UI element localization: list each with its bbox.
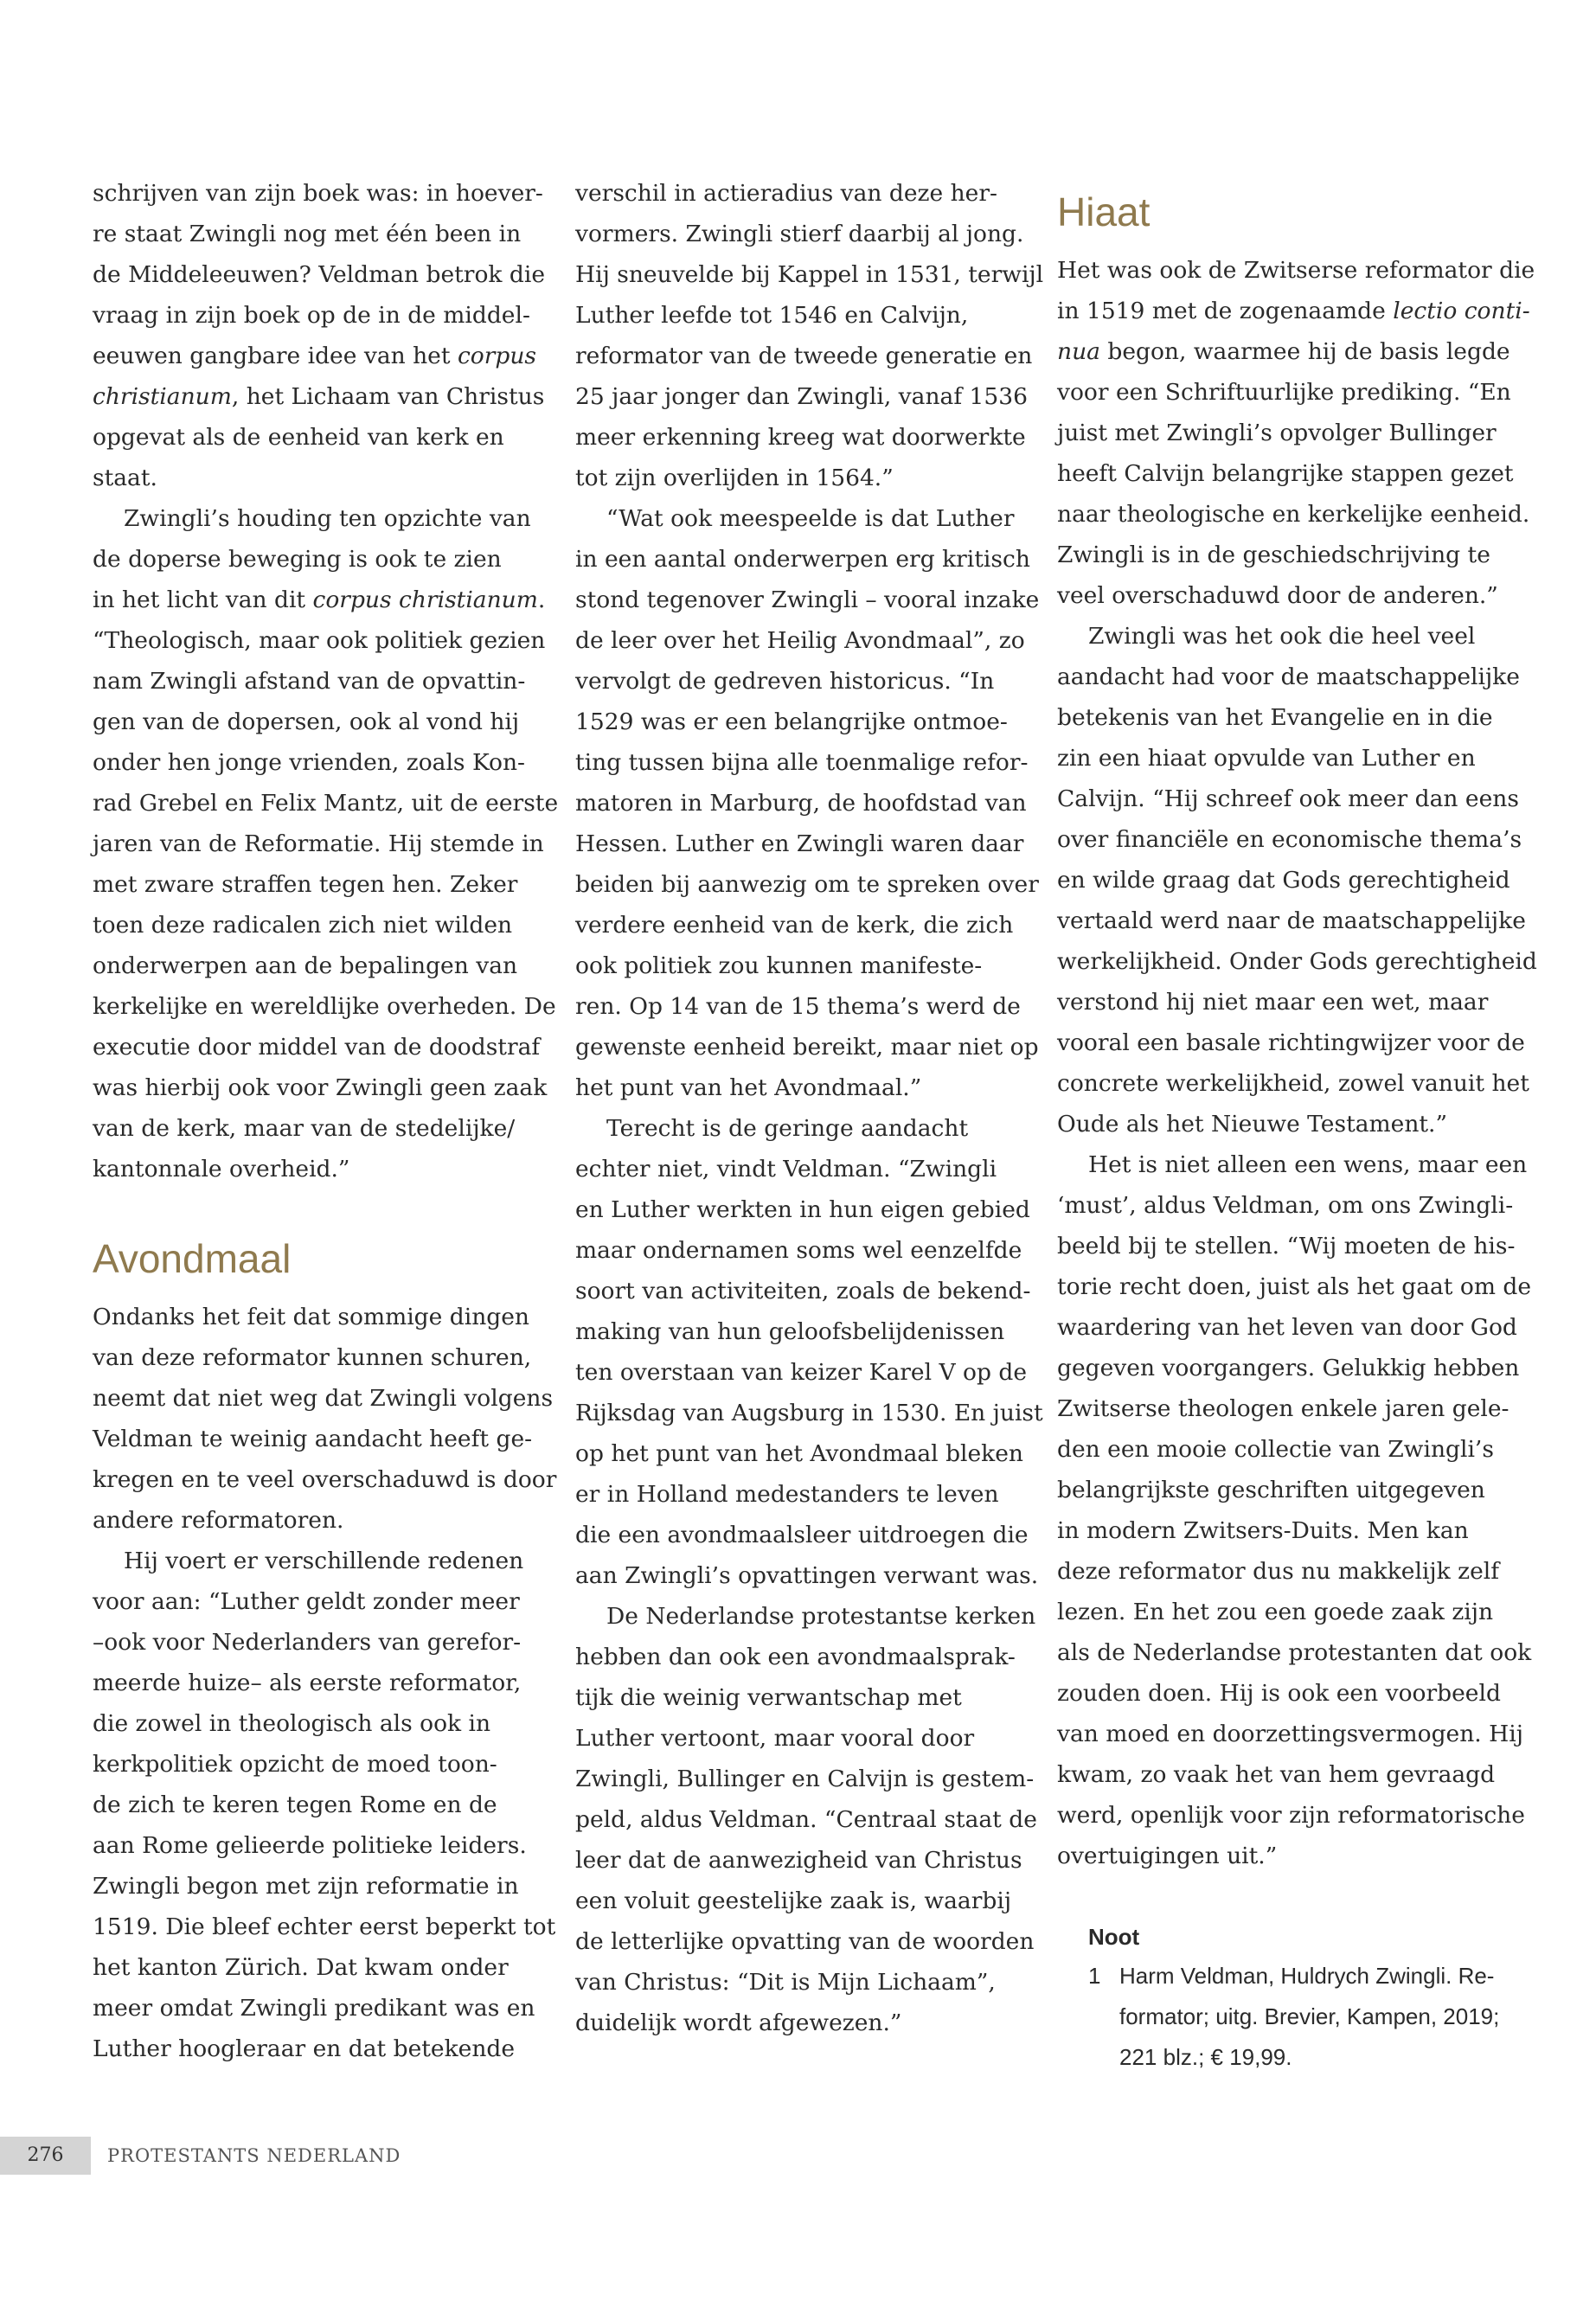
text-line: Rijksdag van Augsburg in 1530. En juist: [575, 1400, 1043, 1426]
text-run: in 1519 met de zogenaamde: [1057, 298, 1394, 324]
text-line: den een mooie collectie van Zwingli’s: [1057, 1436, 1494, 1463]
footnote-number: 1: [1088, 1963, 1101, 1989]
text-line: zin een hiaat opvulde van Luther en: [1057, 745, 1476, 772]
text-line: lezen. En het zou een goede zaak zijn: [1057, 1599, 1494, 1625]
text-line: vooral een basale richtingwijzer voor de: [1057, 1029, 1525, 1056]
text-line: verdere eenheid van de kerk, die zich: [575, 912, 1014, 939]
spacer: [93, 1283, 534, 1297]
footnote-line: 221 blz.; € 19,99.: [1119, 2044, 1292, 2070]
text-line: “Wat ook meespeelde is dat Luther: [606, 505, 1015, 532]
text-line: De Nederlandse protestantse kerken: [606, 1603, 1036, 1630]
text-line: over financiële en economische thema’s: [1057, 826, 1522, 853]
paragraph: [1057, 1144, 1532, 1876]
text-line: ren. Op 14 van de 15 thema’s werd de: [575, 993, 1021, 1020]
text-line: de zich te keren tegen Rome en de: [93, 1791, 497, 1818]
text-line: nam Zwingli afstand van de opvattin-: [93, 668, 526, 695]
text-line: 1529 was er een belangrijke ontmoe-: [575, 708, 1008, 735]
text-line: [93, 376, 545, 417]
text-line: [93, 336, 537, 376]
text-line: executie door middel van de doodstraf: [93, 1034, 541, 1061]
text-line: schrijven van zijn boek was: in hoever-: [93, 180, 543, 207]
text-line: overtuigingen uit.”: [1057, 1843, 1278, 1869]
text-line: het kanton Zürich. Dat kwam onder: [93, 1954, 509, 1981]
text-line: Zwitserse theologen enkele jaren gele-: [1057, 1395, 1509, 1422]
text-line: werkelijkheid. Onder Gods gerechtigheid: [1057, 948, 1537, 975]
text-line: werd, openlijk voor zijn reformatorische: [1057, 1802, 1525, 1829]
text-line: re staat Zwingli nog met één been in: [93, 221, 522, 247]
text-line: tijk die weinig verwantschap met: [575, 1684, 962, 1711]
text-line: Zwingli, Bullinger en Calvijn is gestem-: [575, 1766, 1035, 1792]
text-line: betekenis van het Evangelie en in die: [1057, 704, 1493, 731]
text-line: –ook voor Nederlanders van gerefor-: [93, 1629, 522, 1656]
text-line: de leer over het Heilig Avondmaal”, zo: [575, 627, 1025, 654]
text-line: duidelijk wordt afgewezen.”: [575, 2009, 902, 2036]
text-line: juist met Zwingli’s opvolger Bullinger: [1057, 420, 1497, 446]
paragraph: [575, 173, 1044, 498]
footnote-item: [1088, 1956, 1507, 2078]
text-line: onderwerpen aan de bepalingen van: [93, 952, 518, 979]
text-line: waardering van het leven van door God: [1057, 1314, 1517, 1341]
text-line: naar theologische en kerkelijke eenheid.: [1057, 501, 1530, 528]
text-line: concrete werkelijkheid, zowel vanuit het: [1057, 1070, 1529, 1097]
text-line: van Christus: “Dit is Mijn Lichaam”,: [575, 1969, 996, 1996]
text-line: reformator van de tweede generatie en: [575, 343, 1033, 369]
text-line: Zwingli begon met zijn reformatie in: [93, 1873, 519, 1900]
text-line: Luther hoogleraar en dat betekende: [93, 2035, 516, 2062]
text-line: verstond hij niet maar een wet, maar: [1057, 989, 1489, 1016]
text-line: torie recht doen, juist als het gaat om de: [1057, 1273, 1532, 1300]
column-2: [575, 173, 1044, 2043]
text-line: leer dat de aanwezigheid van Christus: [575, 1847, 1022, 1874]
text-line: van moed en doorzettingsvermogen. Hij: [1057, 1721, 1523, 1747]
footnote-line: Harm Veldman, Huldrych Zwingli. Re-: [1119, 1963, 1495, 1989]
text-line: neemt dat niet weg dat Zwingli volgens: [93, 1385, 554, 1412]
text-line: er in Holland medestanders te leven: [575, 1481, 999, 1508]
text-line: jaren van de Reformatie. Hij stemde in: [93, 830, 544, 857]
text-line: verschil in actieradius van deze her-: [575, 180, 997, 207]
text-line: gen van de dopersen, ook al vond hij: [93, 708, 520, 735]
text-line: andere reformatoren.: [93, 1507, 344, 1534]
text-line: Het was ook de Zwitserse reformator die: [1057, 257, 1535, 284]
italic-term: christianum: [93, 383, 232, 410]
text-line: heeft Calvijn belangrijke stappen gezet: [1057, 460, 1514, 487]
text-line: met zware straffen tegen hen. Zeker: [93, 871, 518, 898]
italic-term: corpus christianum: [312, 586, 538, 613]
text-line: ‘must’, aldus Veldman, om ons Zwingli-: [1057, 1192, 1514, 1219]
text-line: die een avondmaalsleer uitdroegen die: [575, 1522, 1029, 1548]
text-run: in het licht van dit: [93, 586, 313, 613]
text-line: belangrijkste geschriften uitgegeven: [1057, 1477, 1485, 1503]
text-line: en Luther werkten in hun eigen gebied: [575, 1196, 1030, 1223]
text-line: kwam, zo vaak het van hem gevraagd: [1057, 1761, 1496, 1788]
text-line: hebben dan ook een avondmaalsprak-: [575, 1644, 1016, 1670]
text-line: van de kerk, maar van de stedelijke/: [93, 1115, 516, 1142]
text-line: Calvijn. “Hij schreef ook meer dan eens: [1057, 785, 1519, 812]
text-run: begon, waarmee hij de basis legde: [1099, 338, 1510, 365]
paragraph: [1057, 616, 1537, 1144]
text-line: vervolgt de gedreven historicus. “In: [575, 668, 995, 695]
text-line: onder hen jonge vrienden, zoals Kon-: [93, 749, 526, 776]
section-heading-avondmaal: Avondmaal: [93, 1236, 292, 1281]
text-line: gewenste eenheid bereikt, maar niet op: [575, 1034, 1039, 1061]
text-line: tot zijn overlijden in 1564.”: [575, 465, 894, 491]
text-line: ting tussen bijna alle toenmalige refor-: [575, 749, 1029, 776]
text-line: Ondanks het feit dat sommige dingen: [93, 1304, 529, 1330]
text-line: kerkpolitiek opzicht de moed toon-: [93, 1751, 497, 1778]
text-line: 25 jaar jonger dan Zwingli, vanaf 1536: [575, 383, 1028, 410]
text-line: de doperse beweging is ook te zien: [93, 546, 502, 573]
paragraph: [93, 1297, 557, 1541]
text-line: die zowel in theologisch als ook in: [93, 1710, 491, 1737]
text-line: beiden bij aanwezig om te spreken over: [575, 871, 1039, 898]
text-line: toen deze radicalen zich niet wilden: [93, 912, 513, 939]
text-line: de letterlijke opvatting van de woorden: [575, 1928, 1035, 1955]
text-line: Zwingli is in de geschiedschrijving te: [1057, 542, 1490, 568]
text-line: 1519. Die bleef echter eerst beperkt tot: [93, 1913, 556, 1940]
text-line: vraag in zijn boek op de in de middel-: [93, 302, 530, 329]
text-line: rad Grebel en Felix Mantz, uit de eerste: [93, 790, 559, 817]
text-line: in een aantal onderwerpen erg kritisch: [575, 546, 1030, 573]
footnote-line: formator; uitg. Brevier, Kampen, 2019;: [1119, 2003, 1500, 2029]
paragraph: [575, 1596, 1037, 2043]
text-line: staat.: [93, 465, 157, 491]
text-line: [1057, 331, 1510, 372]
text-line: Terecht is de geringe aandacht: [606, 1115, 969, 1142]
text-line: “Theologisch, maar ook politiek gezien: [93, 627, 546, 654]
paragraph: [93, 173, 546, 498]
spacer: [93, 1189, 534, 1234]
text-line: kregen en te veel overschaduwd is door: [93, 1466, 557, 1493]
text-line: Zwingli’s houding ten opzichte van: [124, 505, 531, 532]
italic-term: corpus: [457, 343, 537, 369]
spacer: [1057, 236, 1507, 250]
text-line: Hij voert er verschillende redenen: [124, 1548, 524, 1574]
text-run: .: [537, 586, 546, 613]
text-line: meerde huize– als eerste reformator,: [93, 1670, 522, 1696]
section-heading-hiaat: Hiaat: [1057, 189, 1151, 234]
text-line: kerkelijke en wereldlijke overheden. De: [93, 993, 556, 1020]
text-line: als de Nederlandse protestanten dat ook: [1057, 1639, 1532, 1666]
footnote-section: [1057, 1918, 1507, 2078]
text-line: en wilde graag dat Gods gerechtigheid: [1057, 867, 1510, 894]
paragraph: [575, 1108, 1043, 1596]
text-line: aan Zwingli’s opvattingen verwant was.: [575, 1562, 1039, 1589]
text-line: veel overschaduwd door de anderen.”: [1057, 582, 1498, 609]
italic-term: lectio conti-: [1393, 298, 1530, 324]
text-line: peld, aldus Veldman. “Centraal staat de: [575, 1806, 1037, 1833]
italic-term: nua: [1057, 338, 1100, 365]
text-line: kantonnale overheid.”: [93, 1156, 350, 1183]
publication-name: PROTESTANTS NEDERLAND: [107, 2145, 401, 2166]
footnote-heading: Noot: [1088, 1924, 1140, 1950]
paragraph: [575, 498, 1040, 1108]
text-line: Hij sneuvelde bij Kappel in 1531, terwijl: [575, 261, 1044, 288]
text-line: van deze reformator kunnen schuren,: [93, 1344, 532, 1371]
text-line: op het punt van het Avondmaal bleken: [575, 1440, 1023, 1467]
text-line: deze reformator dus nu makkelijk zelf: [1057, 1558, 1500, 1585]
text-line: meer omdat Zwingli predikant was en: [93, 1995, 535, 2022]
text-line: [1057, 291, 1530, 331]
text-line: soort van activiteiten, zoals de bekend-: [575, 1278, 1031, 1304]
text-line: [93, 580, 546, 620]
text-line: Hessen. Luther en Zwingli waren daar: [575, 830, 1024, 857]
text-line: Veldman te weinig aandacht heeft ge-: [93, 1426, 533, 1452]
text-line: opgevat als de eenheid van kerk en: [93, 424, 504, 451]
text-line: aan Rome gelieerde politieke leiders.: [93, 1832, 527, 1859]
text-line: beeld bij te stellen. “Wij moeten de his-: [1057, 1233, 1516, 1259]
text-line: voor een Schriftuurlijke prediking. “En: [1057, 379, 1511, 406]
text-line: maar ondernamen soms wel eenzelfde: [575, 1237, 1022, 1264]
text-line: het punt van het Avondmaal.”: [575, 1074, 922, 1101]
text-line: Luther vertoont, maar vooral door: [575, 1725, 975, 1752]
text-line: echter niet, vindt Veldman. “Zwingli: [575, 1156, 997, 1183]
text-line: matoren in Marburg, de hoofdstad van: [575, 790, 1027, 817]
text-line: making van hun geloofsbelijdenissen: [575, 1318, 1005, 1345]
paragraph: [93, 498, 559, 1189]
text-run: eeuwen gangbare idee van het: [93, 343, 458, 369]
text-line: voor aan: “Luther geldt zonder meer: [93, 1588, 520, 1615]
text-run: , het Lichaam van Christus: [231, 383, 545, 410]
column-3: [1057, 173, 1537, 2078]
text-line: ten overstaan van keizer Karel V op de: [575, 1359, 1028, 1386]
text-line: zouden doen. Hij is ook een voorbeeld: [1057, 1680, 1501, 1707]
text-line: een voluit geestelijke zaak is, waarbij: [575, 1888, 1012, 1914]
text-line: Het is niet alleen een wens, maar een: [1088, 1151, 1528, 1178]
text-line: de Middeleeuwen? Veldman betrok die: [93, 261, 546, 288]
text-line: in modern Zwitsers-Duits. Men kan: [1057, 1517, 1469, 1544]
text-line: was hierbij ook voor Zwingli geen zaak: [93, 1074, 548, 1101]
column-1: [93, 173, 559, 2069]
text-line: aandacht had voor de maatschappelijke: [1057, 663, 1520, 690]
text-line: vormers. Zwingli stierf daarbij al jong.: [575, 221, 1024, 247]
text-line: vertaald werd naar de maatschappelijke: [1057, 907, 1526, 934]
text-line: gegeven voorgangers. Gelukkig hebben: [1057, 1355, 1520, 1381]
text-line: Zwingli was het ook die heel veel: [1088, 623, 1476, 650]
text-line: Luther leefde tot 1546 en Calvijn,: [575, 302, 969, 329]
text-line: Oude als het Nieuwe Testament.”: [1057, 1111, 1448, 1138]
text-line: meer erkenning kreeg wat doorwerkte: [575, 424, 1026, 451]
paragraph: [93, 1541, 556, 2069]
text-line: stond tegenover Zwingli – vooral inzake: [575, 586, 1040, 613]
page-number: 276: [27, 2144, 64, 2166]
paragraph: [1057, 250, 1535, 616]
text-line: ook politiek zou kunnen manifeste-: [575, 952, 983, 979]
